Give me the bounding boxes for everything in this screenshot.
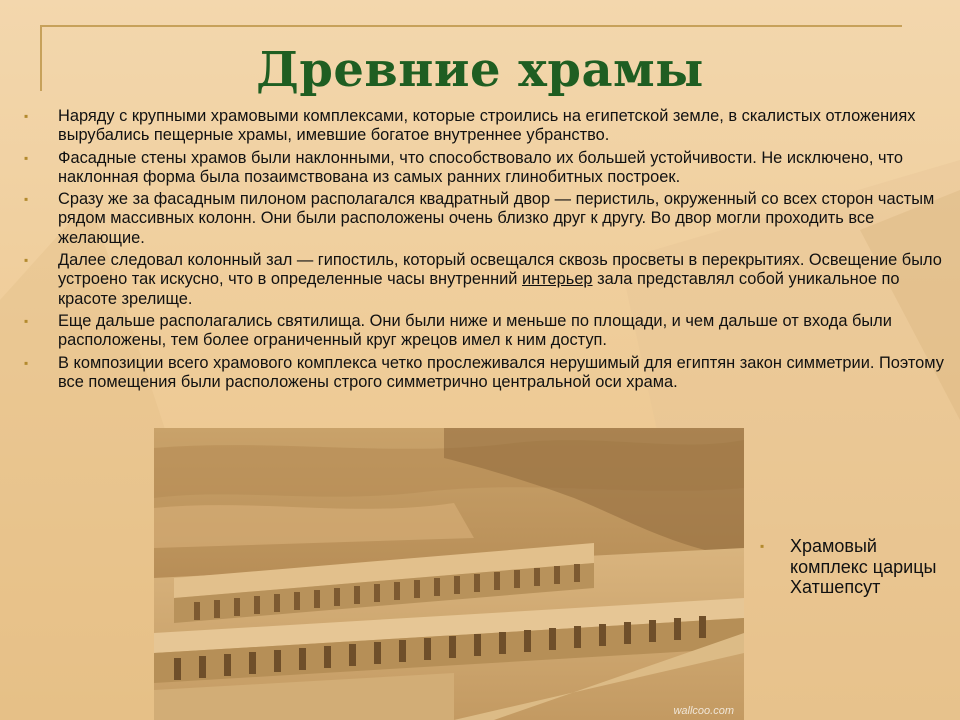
bullet-text: В композиции всего храмового комплекса четко прослеживался нерушимый для египтян закон симметрии. Поэтому все помещения были расположены строго симметрично центральной оси храма. <box>58 353 944 391</box>
bullet-item <box>22 354 952 393</box>
bullet-text: Наряду с крупными храмовыми комплексами, которые строились на египетской земле, в скалистых отложениях вырубались пещерные храмы, имевшие богатое внутреннее убранство. <box>58 107 916 145</box>
bullet-marker-icon: ▪ <box>24 313 29 328</box>
caption-text: Храмовый комплекс царицы Хатшепсут <box>790 536 937 597</box>
bullet-marker-icon: ▪ <box>760 539 765 553</box>
bullet-list <box>22 107 952 395</box>
bullet-marker-icon: ▪ <box>24 192 29 207</box>
bullet-marker-icon: ▪ <box>24 109 29 123</box>
photo-caption <box>760 536 950 598</box>
bullet-marker-icon: ▪ <box>24 355 29 370</box>
bullet-item <box>22 149 952 188</box>
bullet-text: Фасадные стены храмов были наклонными, что способствовало их большей устойчивости. Не исключено, что наклонная форма была позаимствована из самых ранних глинобитных построек. <box>58 148 903 186</box>
bullet-item <box>22 312 952 351</box>
bullet-text-after-link: зала представлял собой уникальное по красоте зрелище. <box>58 270 900 308</box>
bullet-text: Еще дальше располагались святилища. Они были ниже и меньше по площади, и чем дальше от входа были расположены, тем более ограниченный круг жрецов имел к ним доступ. <box>58 311 892 350</box>
bullet-item <box>22 251 952 309</box>
bullet-text-before-link: Далее следовал колонный зал — гипостиль, который освещался сквозь просветы в перекрытиях. Освещение было устроено так искусно, что в определенные часы внутренний <box>58 251 942 289</box>
bullet-item <box>22 190 952 248</box>
photo-watermark: wallcoo.com <box>673 705 734 717</box>
temple-photo <box>154 428 744 720</box>
bullet-item <box>22 107 952 146</box>
frame-line-horizontal <box>40 25 902 27</box>
bullet-marker-icon: ▪ <box>24 150 29 165</box>
slide-title: Древние храмы <box>256 42 704 98</box>
temple-photo-illustration <box>154 428 744 720</box>
bullet-marker-icon: ▪ <box>24 253 29 268</box>
interior-link[interactable]: интерьер <box>522 270 593 289</box>
bullet-text: Сразу же за фасадным пилоном располагался квадратный двор — перистиль, окруженный со всех сторон частым рядом массивных колонн. Они были расположены очень близко друг к другу. Во двор могли проходить все желающие. <box>58 190 935 247</box>
